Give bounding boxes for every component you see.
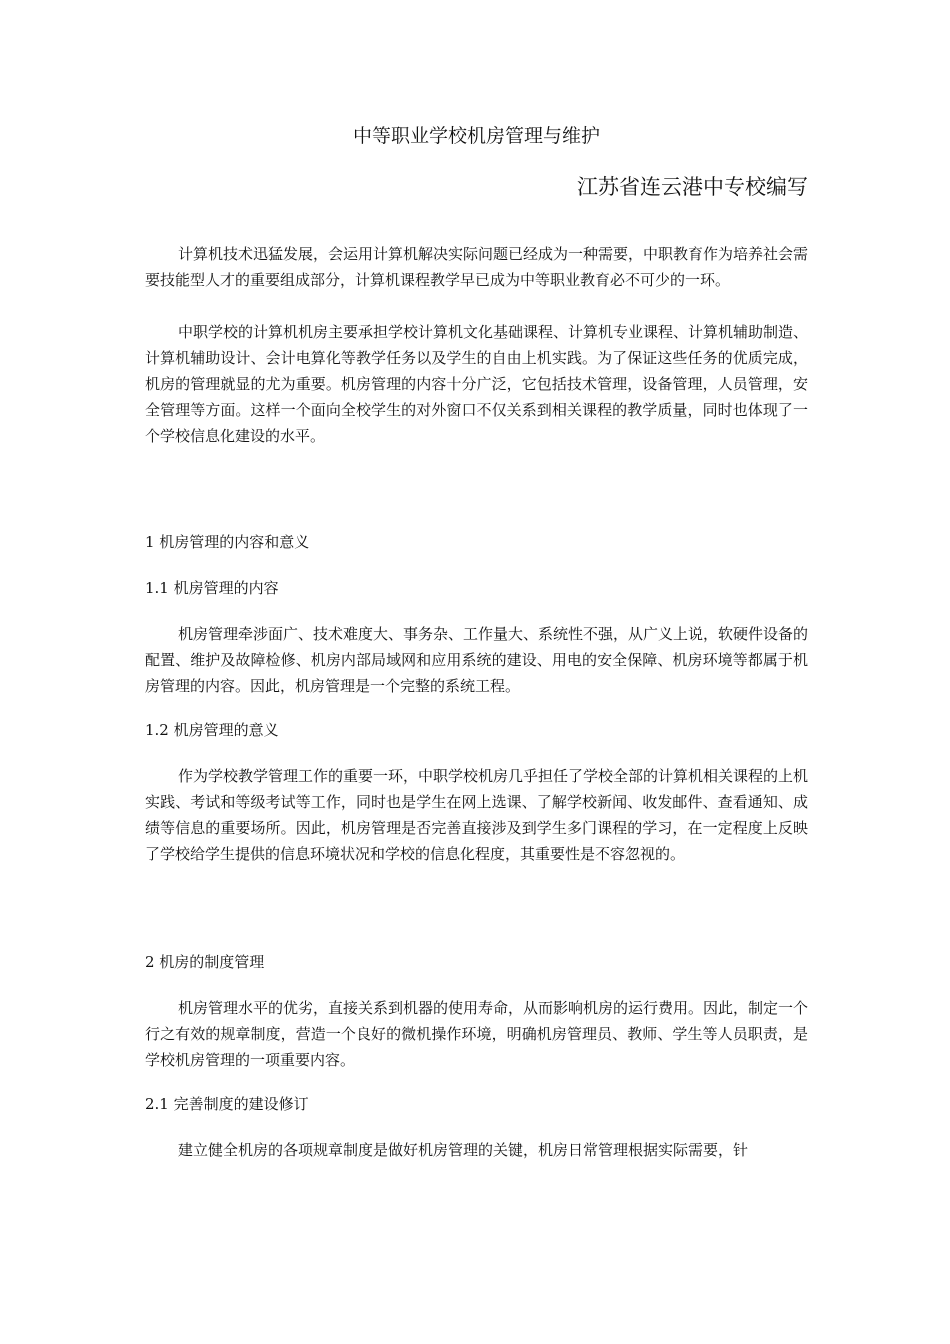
paragraph-intro-1: 计算机技术迅猛发展，会运用计算机解决实际问题已经成为一种需要，中职教育作为培养社会需要技能型人才的重要组成部分，计算机课程教学早已成为中等职业教育必不可少的一环。 — [145, 245, 809, 289]
section-heading-2: 2 机房的制度管理 — [145, 953, 265, 971]
paragraph-section-2-1: 建立健全机房的各项规章制度是做好机房管理的关键，机房日常管理根据实际需要，针 — [178, 1141, 749, 1159]
document-author: 江苏省连云港中专校编写 — [577, 175, 808, 199]
section-heading-2-1: 2.1 完善制度的建设修订 — [145, 1095, 309, 1113]
paragraph-section-1-1: 机房管理牵涉面广、技术难度大、事务杂、工作量大、系统性不强，从广义上说，软硬件设备的配置、维护及故障检修、机房内部局域网和应用系统的建设、用电的安全保障、机房环境等都属于机房管理的内容。因此，机房管理是一个完整的系统工程。 — [145, 625, 809, 695]
document-title: 中等职业学校机房管理与维护 — [352, 125, 600, 147]
paragraph-section-1-2: 作为学校教学管理工作的重要一环，中职学校机房几乎担任了学校全部的计算机相关课程的上机实践、考试和等级考试等工作，同时也是学生在网上选课、了解学校新闻、收发邮件、查看通知、成绩等信息的重要场所。因此，机房管理是否完善直接涉及到学生多门课程的学习，在一定程度上反映了学校给学生提供的信息环境状况和学校的信息化程度，其重要性是不容忽视的。 — [145, 767, 809, 863]
paragraph-section-2: 机房管理水平的优劣，直接关系到机器的使用寿命，从而影响机房的运行费用。因此，制定一个行之有效的规章制度，营造一个良好的微机操作环境，明确机房管理员、教师、学生等人员职责，是学校机房管理的一项重要内容。 — [145, 999, 809, 1069]
paragraph-intro-2: 中职学校的计算机机房主要承担学校计算机文化基础课程、计算机专业课程、计算机辅助制造、计算机辅助设计、会计电算化等教学任务以及学生的自由上机实践。为了保证这些任务的优质完成，机房的管理就显的尤为重要。机房管理的内容十分广泛，它包括技术管理，设备管理，人员管理，安全管理等方面。这样一个面向全校学生的对外窗口不仅关系到相关课程的教学质量，同时也体现了一个学校信息化建设的水平。 — [145, 323, 809, 445]
section-heading-1: 1 机房管理的内容和意义 — [145, 533, 310, 551]
section-heading-1-2: 1.2 机房管理的意义 — [145, 721, 279, 739]
section-heading-1-1: 1.1 机房管理的内容 — [145, 579, 279, 597]
